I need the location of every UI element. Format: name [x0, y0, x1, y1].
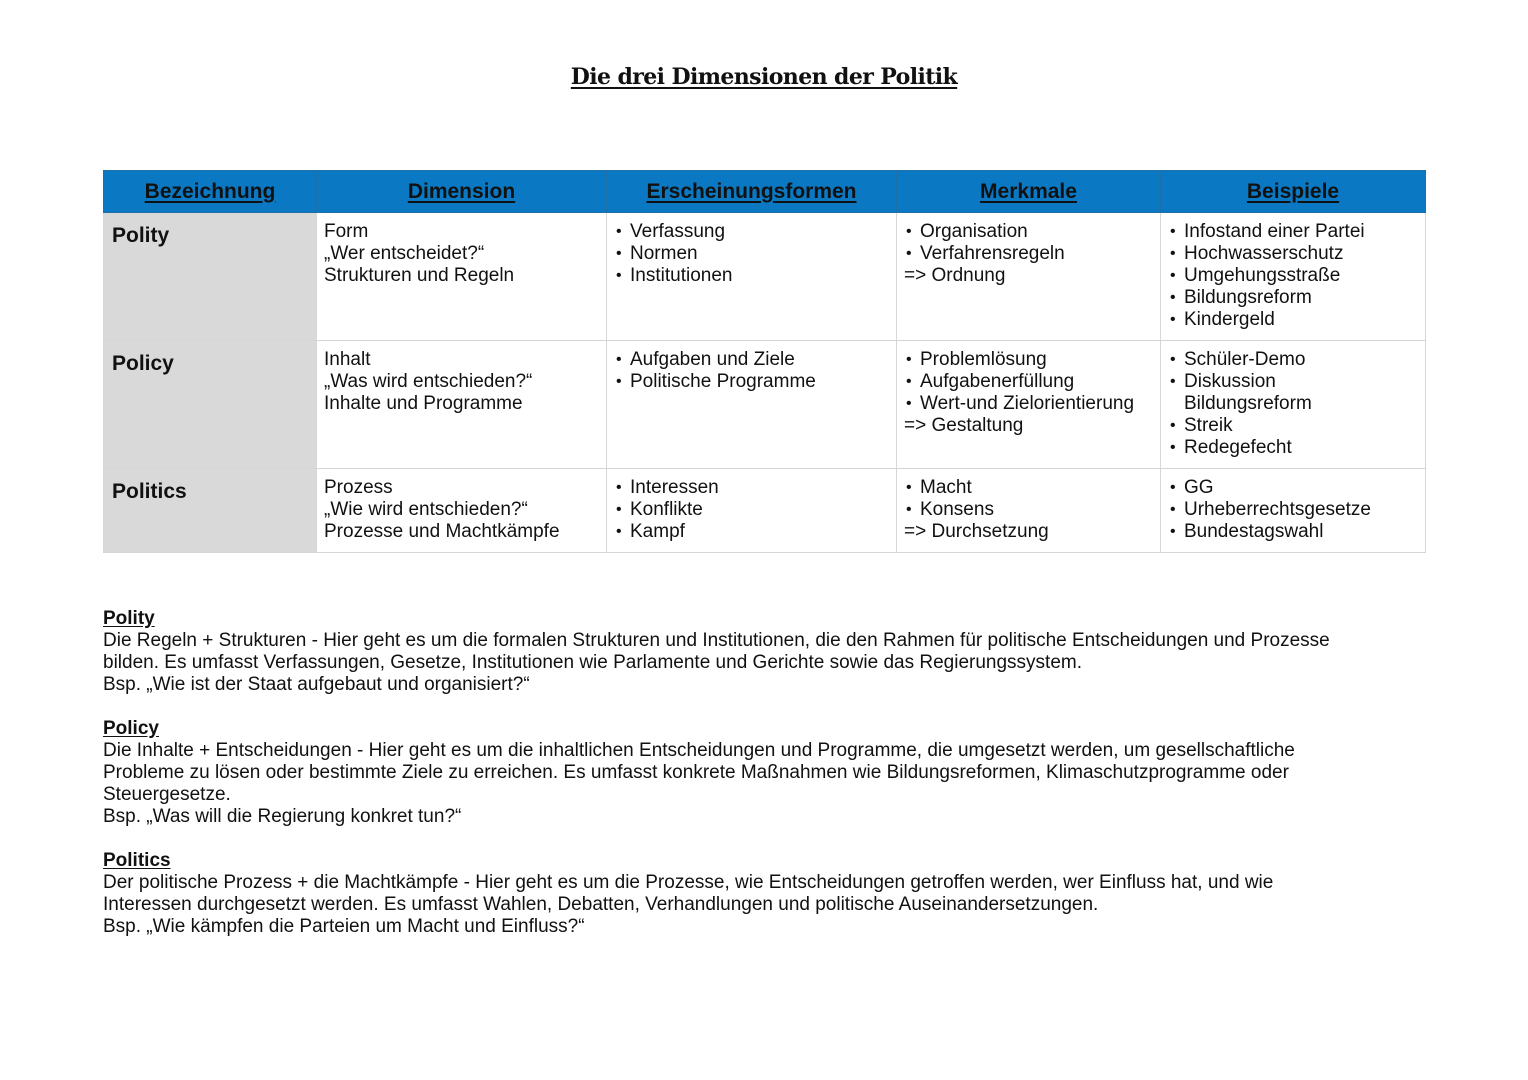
note-line: Steuergesetze.	[103, 784, 231, 805]
list-item: • Normen	[614, 243, 889, 265]
note-heading: Policy	[103, 718, 159, 739]
list-item: • GG	[1168, 477, 1418, 499]
list-item: • Aufgabenerfüllung	[904, 371, 1153, 393]
header-bezeichnung: Bezeichnung	[104, 171, 317, 213]
feature-result: => Ordnung	[904, 265, 1006, 286]
note-example: Bsp. „Was will die Regierung konkret tun?“	[103, 806, 462, 827]
list-item: • Diskussion	[1168, 371, 1418, 393]
list-item: • Umgehungsstraße	[1168, 265, 1418, 287]
cell-features-policy	[897, 341, 1161, 469]
list-item: • Wert-und Zielorientierung	[904, 393, 1153, 415]
dimension-line: Form	[324, 221, 369, 242]
list-item: • Verfahrensregeln	[904, 243, 1153, 265]
note-line: Die Inhalte + Entscheidungen - Hier geht es um die inhaltlichen Entscheidungen und Programme, die umgesetzt werden, um gesellschaftliche	[103, 740, 1295, 761]
dimension-line: Prozess	[324, 477, 393, 498]
note-line: bilden. Es umfasst Verfassungen, Gesetze, Institutionen wie Parlamente und Gerichte sowie das Regierungssystem.	[103, 652, 1083, 673]
list-item: • Bundestagswahl	[1168, 521, 1418, 543]
list-item: • Kampf	[614, 521, 889, 543]
note-line: Interessen durchgesetzt werden. Es umfasst Wahlen, Debatten, Verhandlungen und politische Auseinandersetzungen.	[103, 894, 1099, 915]
note-line: Probleme zu lösen oder bestimmte Ziele zu erreichen. Es umfasst konkrete Maßnahmen wie Bildungsreformen, Klimaschutzprogramme oder	[103, 762, 1289, 783]
header-beispiele: Beispiele	[1161, 171, 1426, 213]
note-heading: Polity	[103, 608, 155, 629]
note-polity	[103, 608, 1443, 696]
note-line: Der politische Prozess + die Machtkämpfe - Hier geht es um die Prozesse, wie Entscheidungen getroffen werden, wer Einfluss hat, und wie	[103, 872, 1274, 893]
feature-result: => Durchsetzung	[904, 521, 1049, 542]
notes-section	[103, 608, 1443, 960]
header-merkmale: Merkmale	[897, 171, 1161, 213]
list-item: • Konflikte	[614, 499, 889, 521]
list-item: • Interessen	[614, 477, 889, 499]
cell-features-politics	[897, 469, 1161, 553]
cell-examples-politics	[1161, 469, 1426, 553]
note-line: Die Regeln + Strukturen - Hier geht es um die formalen Strukturen und Institutionen, die den Rahmen für politische Entscheidungen und Prozesse	[103, 630, 1330, 651]
list-item: • Politische Programme	[614, 371, 889, 393]
dimension-line: „Was wird entschieden?“	[324, 371, 533, 392]
list-item: • Redegefecht	[1168, 437, 1418, 459]
cell-forms-policy	[607, 341, 897, 469]
row-label-polity: Polity	[104, 213, 317, 341]
note-example: Bsp. „Wie kämpfen die Parteien um Macht und Einfluss?“	[103, 916, 585, 937]
list-item: • Organisation	[904, 221, 1153, 243]
note-politics	[103, 850, 1443, 938]
feature-result: => Gestaltung	[904, 415, 1024, 436]
list-item: • Kindergeld	[1168, 309, 1418, 331]
page-title: Die drei Dimensionen der Politik	[570, 64, 958, 90]
cell-dimension-polity	[317, 213, 607, 341]
list-item: • Verfassung	[614, 221, 889, 243]
note-example: Bsp. „Wie ist der Staat aufgebaut und organisiert?“	[103, 674, 530, 695]
header-erscheinungsformen: Erscheinungsformen	[607, 171, 897, 213]
cell-examples-policy	[1161, 341, 1426, 469]
cell-forms-polity	[607, 213, 897, 341]
list-item: • Aufgaben und Ziele	[614, 349, 889, 371]
cell-examples-polity	[1161, 213, 1426, 341]
note-heading: Politics	[103, 850, 171, 871]
table-row-polity	[104, 213, 1426, 341]
list-item: • Infostand einer Partei	[1168, 221, 1418, 243]
row-label-politics: Politics	[104, 469, 317, 553]
table-header-row	[104, 171, 1426, 213]
list-item: • Schüler-Demo	[1168, 349, 1418, 371]
list-item: • Macht	[904, 477, 1153, 499]
cell-features-polity	[897, 213, 1161, 341]
header-dimension: Dimension	[317, 171, 607, 213]
dimension-line: Inhalte und Programme	[324, 393, 523, 414]
table-row-politics	[104, 469, 1426, 553]
list-item: • Problemlösung	[904, 349, 1153, 371]
dimension-line: Inhalt	[324, 349, 371, 370]
list-item: • Institutionen	[614, 265, 889, 287]
cell-forms-politics	[607, 469, 897, 553]
dimension-line: „Wer entscheidet?“	[324, 243, 485, 264]
list-item: • Konsens	[904, 499, 1153, 521]
dimension-line: „Wie wird entschieden?“	[324, 499, 528, 520]
dimension-line: Prozesse und Machtkämpfe	[324, 521, 560, 542]
list-item: • Hochwasserschutz	[1168, 243, 1418, 265]
dimensions-table	[103, 170, 1426, 553]
note-policy	[103, 718, 1443, 828]
list-item-continuation: Bildungsreform	[1184, 393, 1312, 414]
dimension-line: Strukturen und Regeln	[324, 265, 515, 286]
row-label-policy: Policy	[104, 341, 317, 469]
list-item: • Bildungsreform	[1168, 287, 1418, 309]
table-row-policy	[104, 341, 1426, 469]
list-item: • Urheberrechtsgesetze	[1168, 499, 1418, 521]
cell-dimension-policy	[317, 341, 607, 469]
cell-dimension-politics	[317, 469, 607, 553]
list-item: • Streik	[1168, 415, 1418, 437]
